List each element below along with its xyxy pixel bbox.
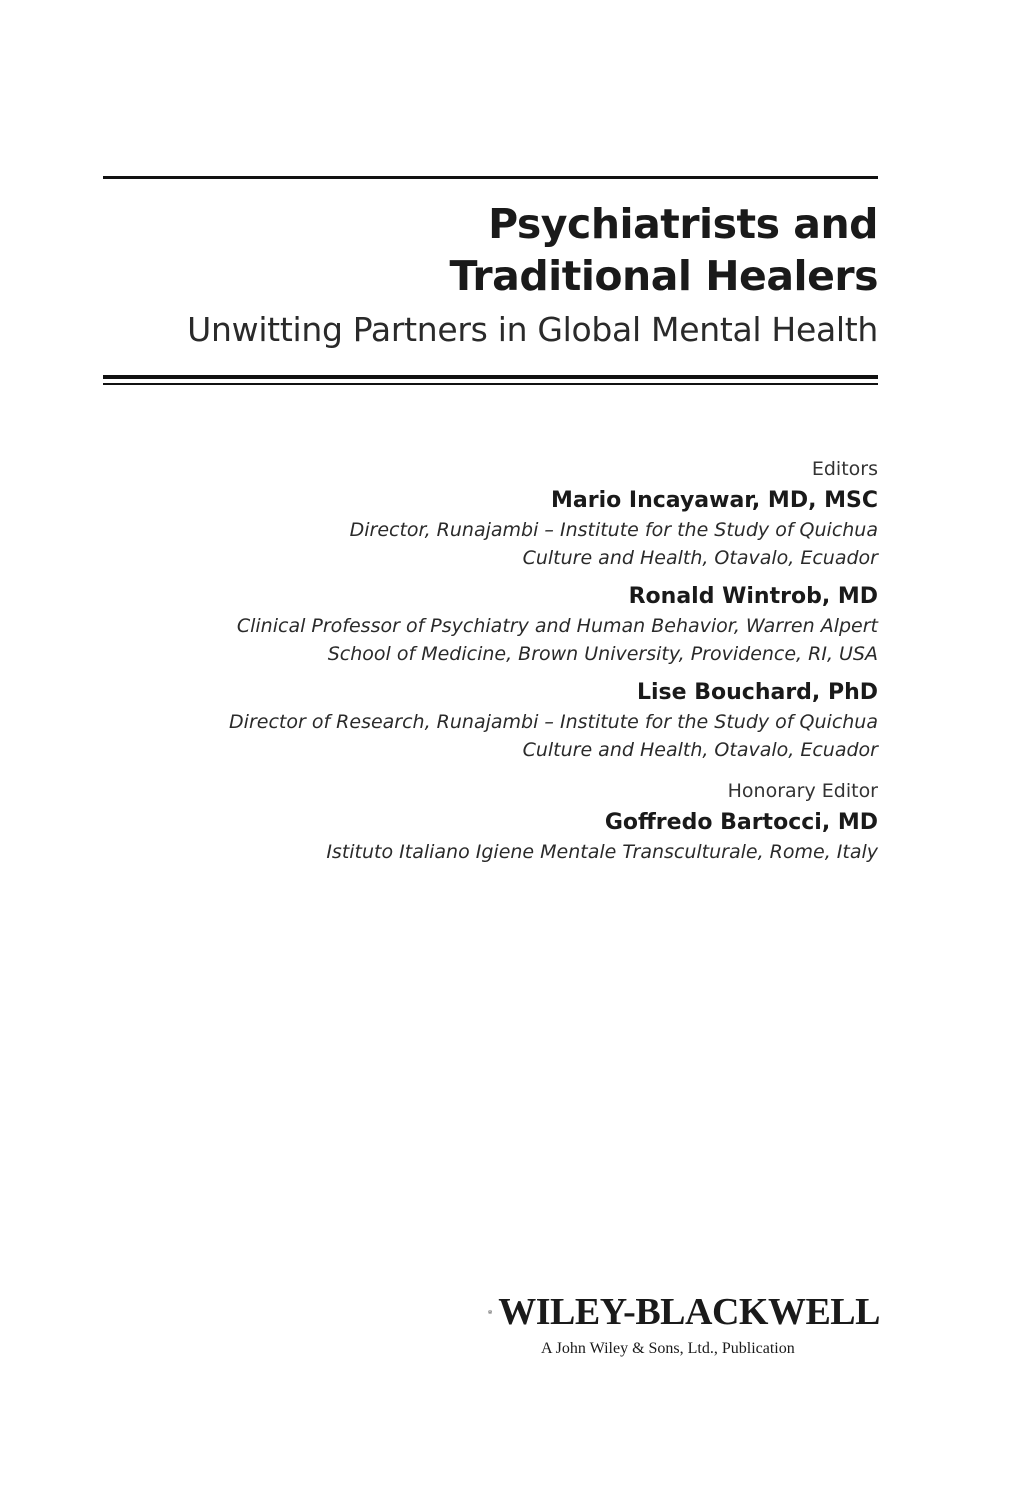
book-title-line-1: Psychiatrists and bbox=[488, 200, 878, 248]
editor-name: Ronald Wintrob, MD bbox=[628, 584, 878, 609]
title-block bbox=[187, 198, 878, 350]
publisher-name: WILEY-BLACKWELL bbox=[498, 1291, 880, 1333]
editors-label: Editors bbox=[811, 458, 878, 480]
editor-entry bbox=[178, 486, 878, 572]
top-rule bbox=[103, 176, 878, 179]
editor-affiliation-line: Culture and Health, Otavalo, Ecuador bbox=[522, 739, 878, 761]
editor-entry bbox=[178, 678, 878, 764]
honorary-editor-label: Honorary Editor bbox=[727, 780, 878, 802]
publisher-logo bbox=[488, 1292, 880, 1332]
honorary-editor-name: Goffredo Bartocci, MD bbox=[604, 810, 878, 835]
editor-affiliation-line: Director of Research, Runajambi – Institute for the Study of Quichua bbox=[229, 711, 878, 733]
bottom-rule-thick bbox=[103, 375, 878, 379]
editor-affiliation-line: School of Medicine, Brown University, Providence, RI, USA bbox=[327, 643, 878, 665]
honorary-editor-entry bbox=[178, 808, 878, 866]
editor-affiliation-line: Culture and Health, Otavalo, Ecuador bbox=[522, 547, 878, 569]
book-subtitle: Unwitting Partners in Global Mental Health bbox=[187, 310, 878, 349]
publisher-tagline: A John Wiley & Sons, Ltd., Publication bbox=[541, 1340, 795, 1357]
editor-affiliation-line: Director, Runajambi – Institute for the Study of Quichua bbox=[349, 519, 878, 541]
editor-affiliation-line: Clinical Professor of Psychiatry and Human Behavior, Warren Alpert bbox=[236, 615, 878, 637]
editor-name: Lise Bouchard, PhD bbox=[637, 680, 878, 705]
editor-entry bbox=[178, 582, 878, 668]
book-title-line-2: Traditional Healers bbox=[449, 252, 878, 300]
editor-name: Mario Incayawar, MD, MSC bbox=[550, 488, 878, 513]
bottom-rule-thin bbox=[103, 383, 878, 385]
editors-block bbox=[178, 456, 878, 876]
honorary-editor-affiliation: Istituto Italiano Igiene Mentale Transculturale, Rome, Italy bbox=[326, 841, 878, 863]
wiley-logo-icon bbox=[488, 1293, 492, 1331]
publisher-block bbox=[488, 1292, 880, 1360]
